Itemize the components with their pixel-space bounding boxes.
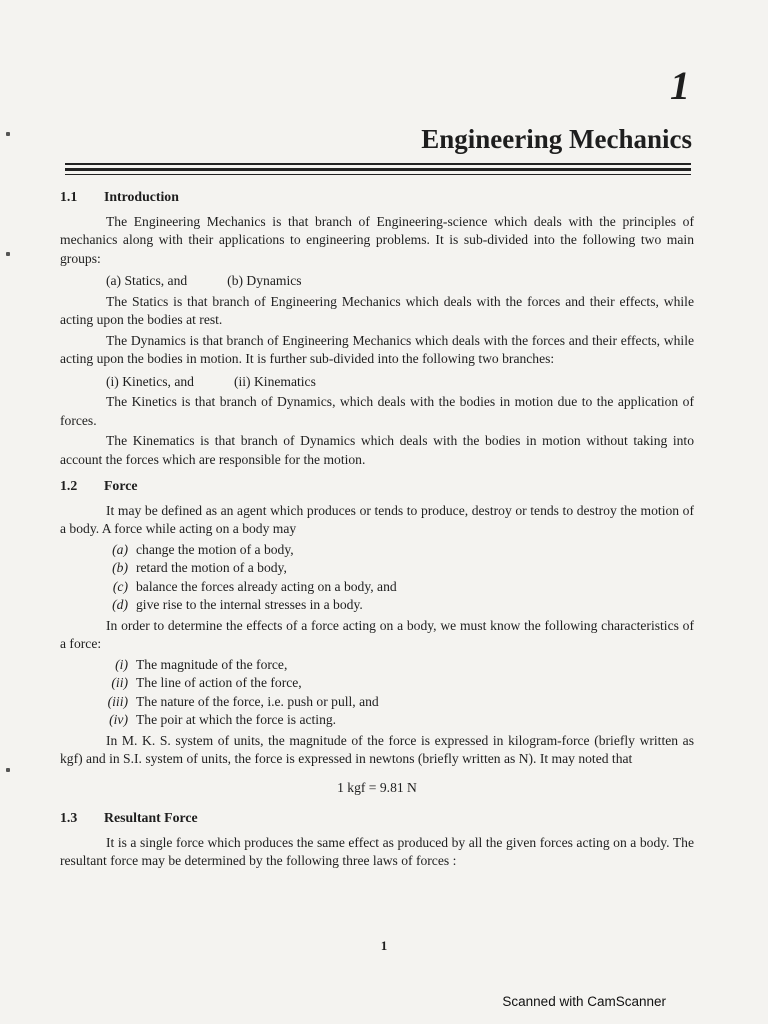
title-rule bbox=[65, 163, 691, 165]
list-item-text: The magnitude of the force, bbox=[136, 656, 288, 672]
list-item bbox=[100, 674, 694, 693]
subdivision-item: (i) Kinetics, and bbox=[106, 373, 194, 389]
paragraph: It may be defined as an agent which produces or tends to produce, destroy or tends to destroy the motion of a body. A force while acting on a body may bbox=[60, 502, 694, 536]
section-force bbox=[60, 477, 694, 797]
section-title: Resultant Force bbox=[104, 810, 198, 825]
list-item-text: change the motion of a body, bbox=[136, 541, 294, 557]
list-item-label: (a) bbox=[112, 541, 128, 557]
list-item-text: The line of action of the force, bbox=[136, 675, 302, 690]
equation: 1 kgf = 9.81 N bbox=[337, 779, 417, 795]
list-item-text: The nature of the force, i.e. push or pull, and bbox=[136, 693, 379, 709]
section-number: 1.2 bbox=[60, 478, 78, 493]
paragraph: It is a single force which produces the same effect as produced by all the given forces acting on a body. The resultant force may be determined by the following three laws of forces : bbox=[60, 834, 694, 868]
list-item bbox=[100, 559, 694, 578]
paragraph: The Dynamics is that branch of Engineering Mechanics which deals with the forces and their effects, while acting upon the bodies in motion. It is further sub-divided into the following two branches: bbox=[60, 332, 694, 366]
list-item-text: retard the motion of a body, bbox=[136, 560, 287, 575]
scanner-watermark: Scanned with CamScanner bbox=[502, 994, 666, 1009]
paragraph: The Statics is that branch of Engineering Mechanics which deals with the forces and their effects, while acting upon the bodies at rest. bbox=[60, 293, 694, 327]
subdivision-item: (b) Dynamics bbox=[227, 273, 302, 288]
subdivision-item: (a) Statics, and bbox=[106, 273, 188, 288]
title-rule bbox=[65, 174, 691, 175]
subdivision-item: (ii) Kinematics bbox=[233, 373, 316, 389]
page-number: 1 bbox=[380, 938, 388, 953]
section-heading bbox=[60, 188, 694, 207]
chapter-number: 1 bbox=[670, 63, 690, 108]
list-item-label: (i) bbox=[115, 656, 128, 672]
list-item bbox=[100, 711, 694, 730]
title-rule bbox=[65, 168, 691, 171]
paragraph: The Engineering Mechanics is that branch of Engineering-science which deals with the principles of mechanics along with their applications to engineering problems. It is sub-divided into the following two main groups: bbox=[60, 213, 694, 266]
list-item-text: give rise to the internal stresses in a body. bbox=[136, 597, 363, 612]
paragraph: The Kinetics is that branch of Dynamics, which deals with the bodies in motion due to the application of forces. bbox=[60, 394, 694, 428]
list-item bbox=[100, 693, 694, 712]
paragraph: In order to determine the effects of a force acting on a body, we must know the following characteristics of a force: bbox=[60, 617, 694, 651]
list-item-label: (iv) bbox=[109, 712, 128, 727]
list-item bbox=[100, 596, 694, 615]
section-intro bbox=[60, 188, 694, 469]
list-item-label: (b) bbox=[112, 560, 128, 575]
list-item-label: (ii) bbox=[111, 675, 128, 690]
section-number: 1.3 bbox=[60, 810, 78, 825]
paragraph: In M. K. S. system of units, the magnitude of the force is expressed in kilogram-force (briefly written as kgf) and in S.I. system of units, the force is expressed in newtons (briefly written as N). It may noted that bbox=[60, 732, 694, 766]
section-title: Force bbox=[104, 478, 138, 493]
paragraph: The Kinematics is that branch of Dynamics which deals with the bodies in motion without taking into account the forces which are responsible for the motion. bbox=[60, 433, 694, 467]
enumerated-list bbox=[100, 541, 694, 615]
list-item-text: balance the forces already acting on a body, and bbox=[136, 578, 397, 594]
section-heading bbox=[60, 477, 694, 496]
enumerated-list bbox=[100, 656, 694, 730]
chapter-title: Engineering Mechanics bbox=[421, 124, 692, 154]
section-number: 1.1 bbox=[60, 189, 78, 204]
list-item-label: (c) bbox=[112, 578, 128, 594]
list-item-label: (iii) bbox=[107, 693, 128, 709]
list-item bbox=[100, 656, 694, 675]
list-item-label: (d) bbox=[112, 597, 128, 612]
section-resultant bbox=[60, 809, 694, 871]
chapter-body bbox=[60, 188, 694, 879]
scan-mark bbox=[6, 132, 10, 136]
list-item bbox=[100, 541, 694, 560]
list-item-text: The poir at which the force is acting. bbox=[136, 712, 337, 727]
subdivision-list bbox=[106, 272, 694, 291]
scan-mark bbox=[6, 252, 10, 256]
section-title: Introduction bbox=[104, 189, 179, 204]
list-item bbox=[100, 578, 694, 597]
subdivision-list bbox=[106, 373, 694, 392]
scan-mark bbox=[6, 768, 10, 772]
section-heading bbox=[60, 809, 694, 828]
